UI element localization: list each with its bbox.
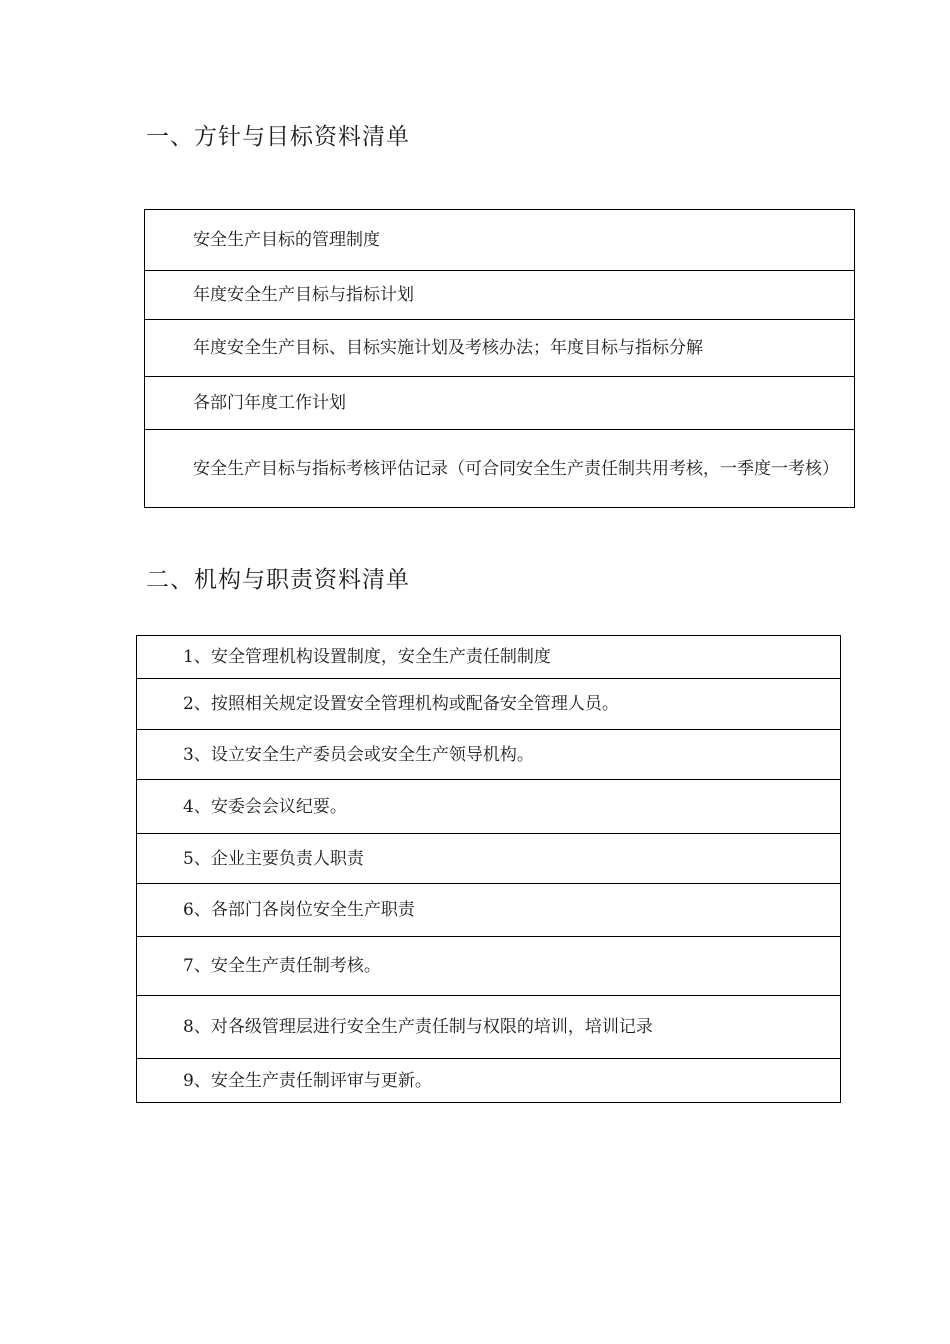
list-item: 7、安全生产责任制考核。	[137, 937, 841, 996]
section-1-table	[144, 209, 855, 508]
table-row	[137, 780, 841, 834]
table-row	[137, 636, 841, 679]
list-item: 2、按照相关规定设置安全管理机构或配备安全管理人员。	[137, 679, 841, 730]
list-item: 安全生产目标的管理制度	[145, 210, 855, 271]
table-row	[137, 937, 841, 996]
section-1-heading: 一、方针与目标资料清单	[146, 124, 410, 150]
section-2-heading: 二、机构与职责资料清单	[146, 567, 410, 593]
list-item: 6、各部门各岗位安全生产职责	[137, 884, 841, 937]
list-item: 安全生产目标与指标考核评估记录（可合同安全生产责任制共用考核，一季度一考核）	[145, 430, 855, 508]
table-row	[145, 377, 855, 430]
table-row	[137, 996, 841, 1059]
table-row	[137, 834, 841, 884]
section-2-table	[136, 635, 841, 1103]
list-item: 年度安全生产目标与指标计划	[145, 271, 855, 320]
list-item: 5、企业主要负责人职责	[137, 834, 841, 884]
table-row	[137, 730, 841, 780]
table-row	[145, 320, 855, 377]
list-item: 8、对各级管理层进行安全生产责任制与权限的培训，培训记录	[137, 996, 841, 1059]
list-item: 1、安全管理机构设置制度，安全生产责任制制度	[137, 636, 841, 679]
table-row	[145, 430, 855, 508]
table-row	[137, 679, 841, 730]
list-item: 各部门年度工作计划	[145, 377, 855, 430]
table-row	[137, 884, 841, 937]
list-item: 4、安委会会议纪要。	[137, 780, 841, 834]
list-item: 年度安全生产目标、目标实施计划及考核办法；年度目标与指标分解	[145, 320, 855, 377]
table-row	[137, 1059, 841, 1103]
table-row	[145, 271, 855, 320]
list-item: 9、安全生产责任制评审与更新。	[137, 1059, 841, 1103]
list-item: 3、设立安全生产委员会或安全生产领导机构。	[137, 730, 841, 780]
table-row	[145, 210, 855, 271]
